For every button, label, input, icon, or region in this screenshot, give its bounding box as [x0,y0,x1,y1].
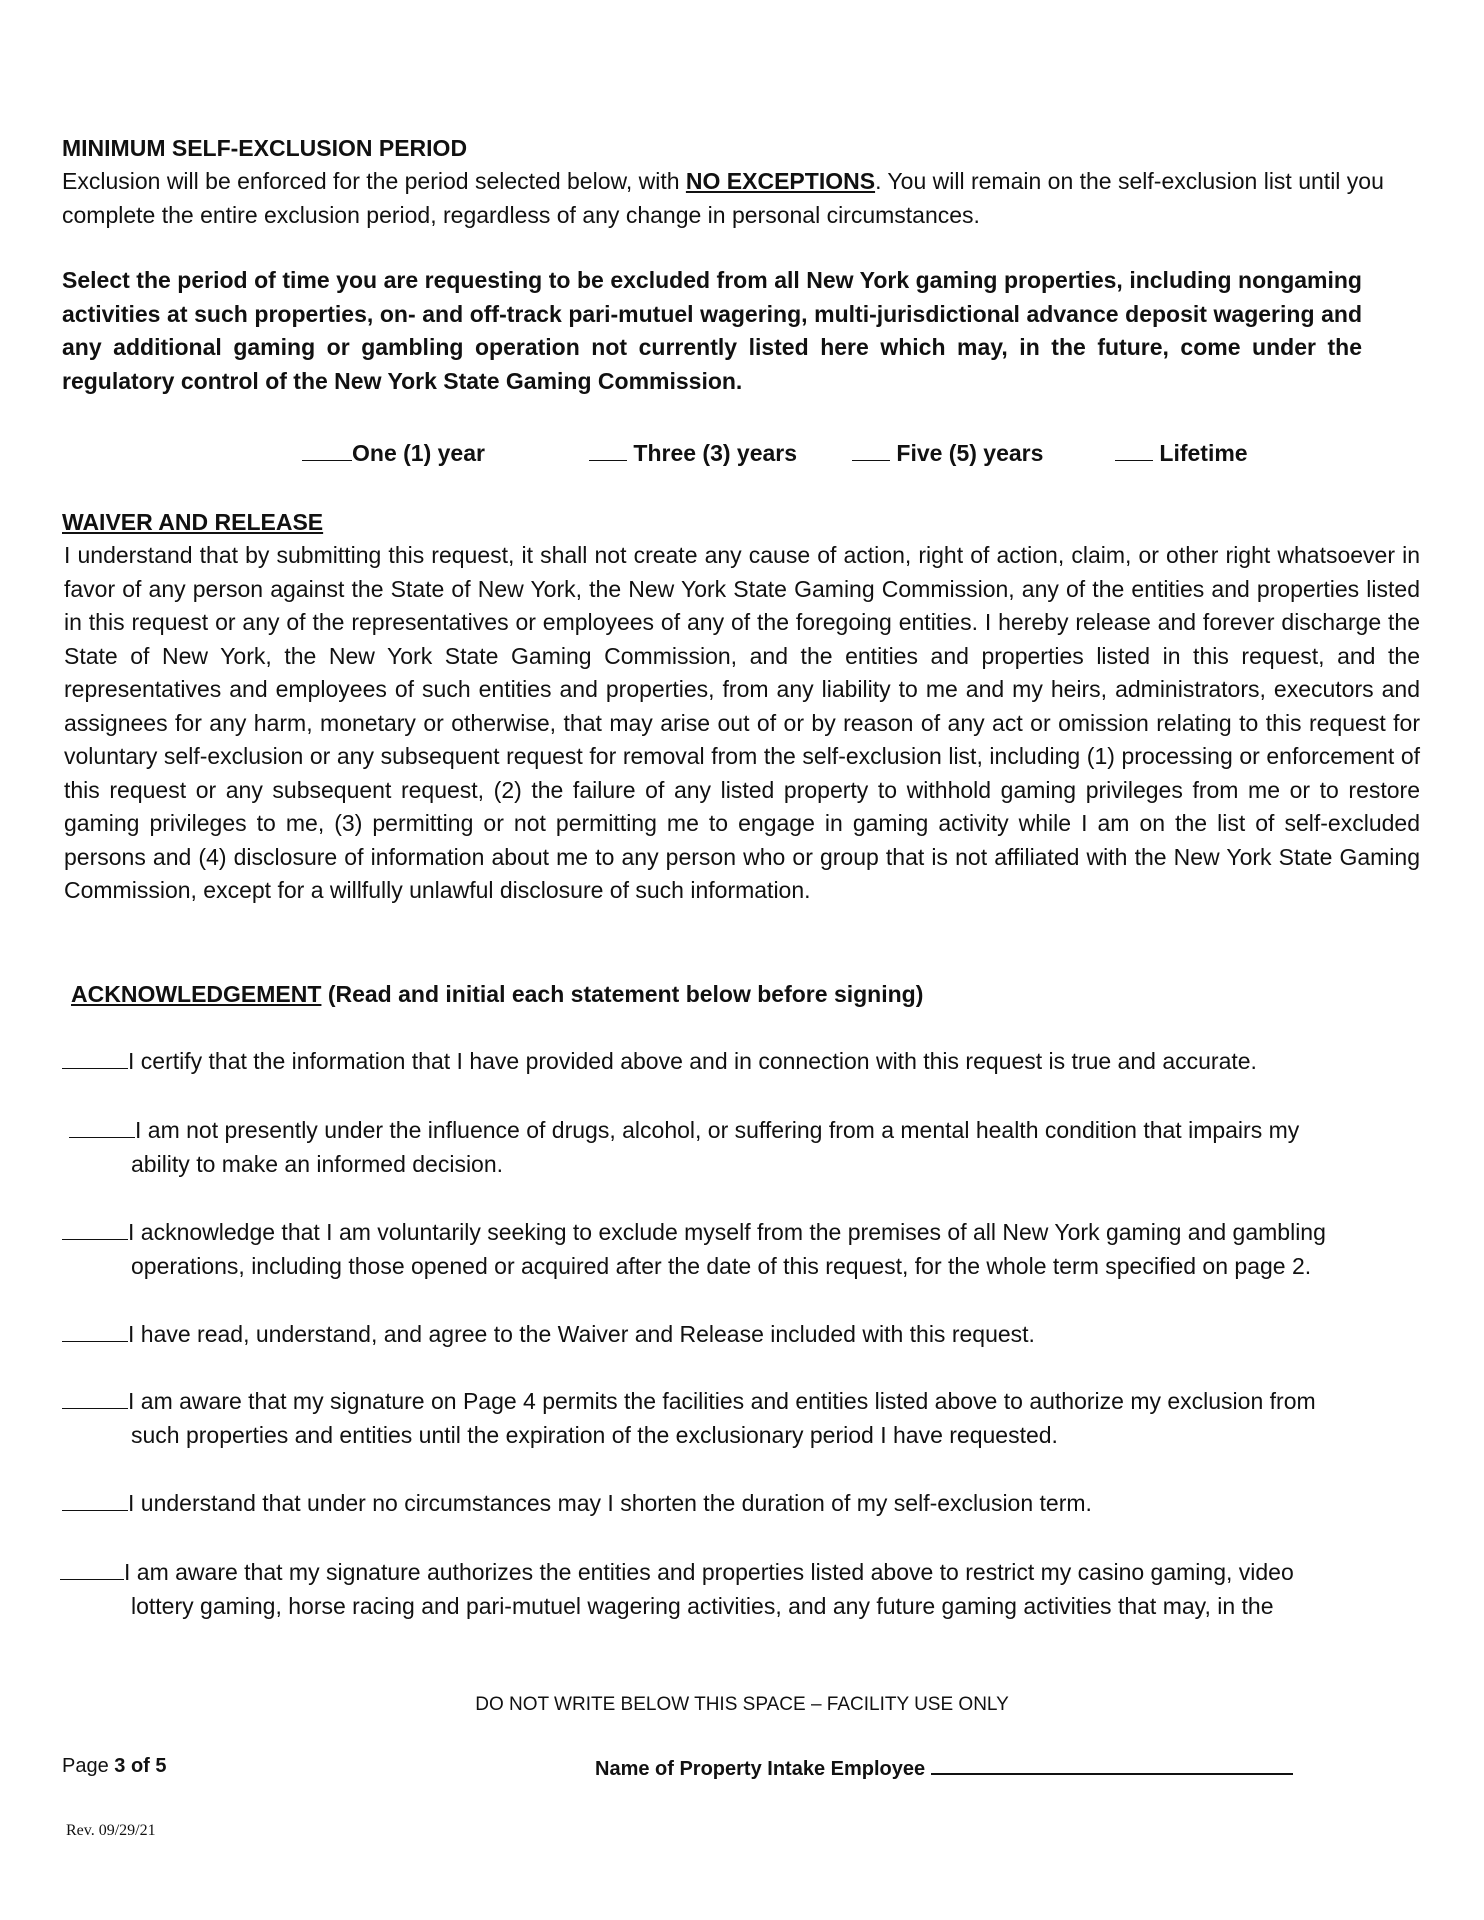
ack-item-continuation: such properties and entities until the expiration of the exclusionary period I have requested. [131,1421,1058,1448]
minimum-period-heading: MINIMUM SELF-EXCLUSION PERIOD [62,135,468,161]
initial-blank[interactable] [69,1115,135,1138]
facility-use-notice: DO NOT WRITE BELOW THIS SPACE – FACILITY USE ONLY [475,1694,1009,1715]
initial-blank[interactable] [60,1557,124,1580]
initial-blank[interactable] [62,1217,128,1240]
ack-item [69,1114,1299,1181]
period-option-label: Three (3) years [633,440,798,466]
ack-item [62,1318,1035,1352]
period-initial-blank[interactable] [302,438,352,461]
initial-blank[interactable] [62,1046,128,1069]
waiver-heading: WAIVER AND RELEASE [62,509,324,535]
minimum-period-text [62,165,1422,232]
ack-item [62,1216,1326,1283]
period-option-lifetime[interactable] [1115,438,1248,467]
ack-item-text: I am aware that my signature on Page 4 permits the facilities and entities listed above to authorize my exclusion from [128,1388,1316,1414]
ack-item-continuation: lottery gaming, horse racing and pari-mutuel wagering activities, and any future gaming activities that may, in the [131,1592,1274,1619]
period-initial-blank[interactable] [1115,438,1153,461]
initial-blank[interactable] [62,1386,128,1409]
ack-item-text: I acknowledge that I am voluntarily seeking to exclude myself from the premises of all New York gaming and gambling [128,1219,1326,1245]
ack-item [62,1487,1092,1521]
page-prefix: Page [62,1755,115,1777]
ack-item [60,1556,1294,1623]
acknowledgement-instruction: (Read and initial each statement below before signing) [327,981,924,1007]
period-option-label: Lifetime [1159,440,1248,466]
acknowledgement-heading-line [71,978,923,1012]
period-initial-blank[interactable] [589,438,627,461]
initial-blank[interactable] [62,1488,128,1511]
ack-item-continuation: ability to make an informed decision. [131,1150,504,1177]
minimum-period-text-before: Exclusion will be enforced for the period selected below, with [62,168,686,194]
acknowledgement-heading: ACKNOWLEDGEMENT [71,981,322,1007]
intake-employee-name-input[interactable] [931,1755,1293,1775]
intake-employee-field [595,1755,1293,1781]
ack-item-text: I understand that under no circumstances may I shorten the duration of my self-exclusion term. [128,1490,1092,1516]
period-initial-blank[interactable] [852,438,890,461]
ack-item-text: I am not presently under the influence of drugs, alcohol, or suffering from a mental health condition that impairs my [135,1117,1300,1143]
period-option-one-year[interactable] [302,438,485,467]
initial-blank[interactable] [62,1319,128,1342]
intake-employee-label: Name of Property Intake Employee [595,1758,926,1780]
page-number-value: 3 of 5 [114,1755,167,1777]
ack-item-text: I certify that the information that I have provided above and in connection with this request is true and accurate. [128,1048,1257,1074]
ack-item-continuation: operations, including those opened or acquired after the date of this request, for the whole term specified on page 2. [131,1252,1312,1279]
period-option-three-years[interactable] [589,438,797,467]
ack-item [62,1385,1316,1452]
minimum-period-text-after: . You will remain on the self-exclusion list until you complete the entire exclusion period, regardless of any change in personal circumstances. [62,168,1384,228]
no-exceptions-emphasis: NO EXCEPTIONS [685,168,876,194]
waiver-text: I understand that by submitting this request, it shall not create any cause of action, right of action, claim, or other right whatsoever in favor of any person against the State of New York, the New York State Gaming Commission, any of the entities and properties listed in this request or any of the representatives or employees of any of the foregoing entities. I hereby release and forever discharge the State of New York, the New York State Gaming Commission, and the entities and properties listed in this request, and the representatives and employees of such entities and properties, from any liability to me and my heirs, administrators, executors and assignees for any harm, monetary or otherwise, that may arise out of or by reason of any act or omission relating to this request for voluntary self-exclusion or any subsequent request for removal from the self-exclusion list, including (1) processing or enforcement of this request or any subsequent request, (2) the failure of any listed property to withhold gaming privileges from me or to restore gaming privileges to me, (3) permitting or not permitting me to engage in gaming activity while I am on the list of self-excluded persons and (4) disclosure of information about me to any person who or group that is not affiliated with the New York State Gaming Commission, except for a willfully unlawful disclosure of such information. [64,542,1420,903]
ack-item-text: I am aware that my signature authorizes the entities and properties listed above to restrict my casino gaming, video [124,1559,1294,1585]
ack-item-text: I have read, understand, and agree to the Waiver and Release included with this request. [128,1321,1035,1347]
period-option-label: Five (5) years [896,440,1044,466]
page-number [62,1755,167,1778]
period-option-five-years[interactable] [852,438,1043,467]
revision-date: Rev. 09/29/21 [66,1822,156,1839]
ack-item [62,1045,1257,1079]
period-option-label: One (1) year [352,440,485,466]
select-period-instruction: Select the period of time you are requesting to be excluded from all New York gaming properties, including nongaming activities at such properties, on- and off-track pari-mutuel wagering, multi-jurisdictional advance deposit wagering and any additional gaming or gambling operation not currently listed here which may, in the future, come under the regulatory control of the New York State Gaming Commission. [62,267,1362,394]
